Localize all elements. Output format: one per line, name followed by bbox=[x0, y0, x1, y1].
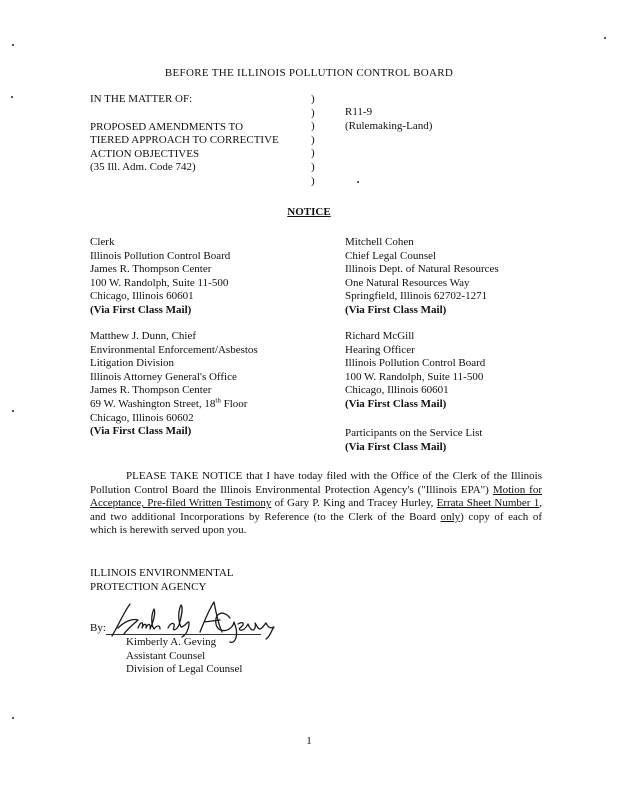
paren: ) bbox=[311, 160, 315, 173]
caption-parentheses bbox=[311, 93, 315, 188]
address-line: Richard McGill bbox=[345, 330, 415, 342]
paren: ) bbox=[311, 147, 315, 160]
page-title: BEFORE THE ILLINOIS POLLUTION CONTROL BOARD bbox=[164, 67, 454, 79]
caption-line: IN THE MATTER OF: bbox=[90, 93, 193, 105]
body-text: , and two additional Incorporations by Reference (to the Clerk of the Board bbox=[90, 497, 542, 523]
agency-line: PROTECTION AGENCY bbox=[90, 580, 207, 593]
body-text: PLEASE TAKE NOTICE that I have today filed with the Office of the Clerk of the Illinois Pollution Control Board the Illinois Environmental Protection Agency's ("Illinois EPA") bbox=[90, 470, 542, 496]
service-address bbox=[90, 236, 230, 318]
paren: ) bbox=[311, 93, 315, 105]
paren: ) bbox=[311, 120, 315, 133]
address-line: Illinois Dept. of Natural Resources bbox=[345, 263, 499, 276]
address-line: Illinois Attorney General's Office bbox=[90, 370, 237, 383]
service-address bbox=[345, 236, 499, 318]
by-label: By: bbox=[90, 622, 106, 634]
address-line: 100 W. Randolph, Suite 11-500 bbox=[345, 370, 484, 383]
notice-heading: NOTICE bbox=[287, 206, 331, 218]
address-line: Clerk bbox=[90, 236, 115, 248]
body-text: ) copy of each of which is herewith served upon you. bbox=[90, 510, 542, 537]
address-line: 100 W. Randolph, Suite 11-500 bbox=[90, 276, 229, 289]
ordinal-suffix: th bbox=[215, 396, 221, 405]
floor-text: Floor bbox=[220, 397, 248, 410]
signer-name: Kimberly A. Geving bbox=[126, 636, 217, 648]
signer-title: Assistant Counsel bbox=[126, 649, 206, 662]
service-address bbox=[345, 330, 485, 412]
agency-name bbox=[90, 567, 234, 594]
delivery-method: (Via First Class Mail) bbox=[345, 303, 447, 316]
docket-info bbox=[345, 106, 432, 133]
service-address bbox=[90, 330, 258, 439]
delivery-method: (Via First Class Mail) bbox=[345, 397, 447, 410]
caption-line: PROPOSED AMENDMENTS TO bbox=[90, 120, 244, 133]
notice-body bbox=[90, 470, 542, 538]
paren: ) bbox=[311, 133, 315, 146]
address-line: Participants on the Service List bbox=[345, 427, 483, 439]
address-line: Chief Legal Counsel bbox=[345, 249, 437, 262]
delivery-method: (Via First Class Mail) bbox=[345, 440, 447, 453]
docket-number: R11-9 bbox=[345, 106, 373, 118]
address-line: Environmental Enforcement/Asbestos bbox=[90, 343, 258, 356]
address-line: Chicago, Illinois 60601 bbox=[345, 384, 449, 397]
address-line: Chicago, Illinois 60601 bbox=[90, 290, 194, 303]
address-line: Mitchell Cohen bbox=[345, 236, 414, 248]
scan-speck bbox=[12, 717, 14, 719]
caption-line: (35 Ill. Adm. Code 742) bbox=[90, 161, 196, 174]
address-line: Illinois Pollution Control Board bbox=[90, 249, 231, 262]
case-caption bbox=[90, 93, 279, 175]
caption-line: TIERED APPROACH TO CORRECTIVE bbox=[90, 134, 279, 147]
page-number: 1 bbox=[306, 735, 312, 747]
address-line: Illinois Pollution Control Board bbox=[345, 357, 486, 370]
address-line: Chicago, Illinois 60602 bbox=[90, 411, 194, 424]
scan-speck bbox=[357, 181, 359, 183]
address-line: Litigation Division bbox=[90, 357, 175, 370]
body-text: of Gary P. King and Tracey Hurley, bbox=[271, 497, 437, 510]
scan-speck bbox=[12, 410, 14, 412]
agency-line: ILLINOIS ENVIRONMENTAL bbox=[90, 567, 234, 579]
signer-division: Division of Legal Counsel bbox=[126, 663, 243, 676]
paren: ) bbox=[311, 106, 315, 119]
scan-speck bbox=[12, 44, 14, 46]
caption-line: ACTION OBJECTIVES bbox=[90, 147, 200, 160]
address-line: Hearing Officer bbox=[345, 343, 415, 356]
address-line: James R. Thompson Center bbox=[90, 263, 212, 276]
street-text: 69 W. Washington Street, 18 bbox=[90, 397, 216, 410]
scan-speck bbox=[604, 37, 606, 39]
underlined-title: Errata Sheet Number 1 bbox=[436, 497, 540, 510]
scan-speck bbox=[11, 96, 13, 98]
underlined-word: only bbox=[440, 510, 461, 523]
paren: ) bbox=[311, 174, 315, 187]
underlined-title: Motion for Acceptance, Pre-filed Written Testimony bbox=[90, 483, 542, 510]
address-line: James R. Thompson Center bbox=[90, 384, 212, 397]
delivery-method: (Via First Class Mail) bbox=[90, 303, 192, 316]
address-line: Springfield, Illinois 62702-1271 bbox=[345, 290, 488, 303]
service-address bbox=[345, 427, 482, 454]
address-line: One Natural Resources Way bbox=[345, 276, 470, 289]
delivery-method: (Via First Class Mail) bbox=[90, 425, 192, 438]
docket-type: (Rulemaking-Land) bbox=[345, 119, 433, 132]
address-line: Matthew J. Dunn, Chief bbox=[90, 330, 197, 342]
address-line bbox=[90, 398, 258, 412]
signer-block bbox=[126, 636, 242, 677]
